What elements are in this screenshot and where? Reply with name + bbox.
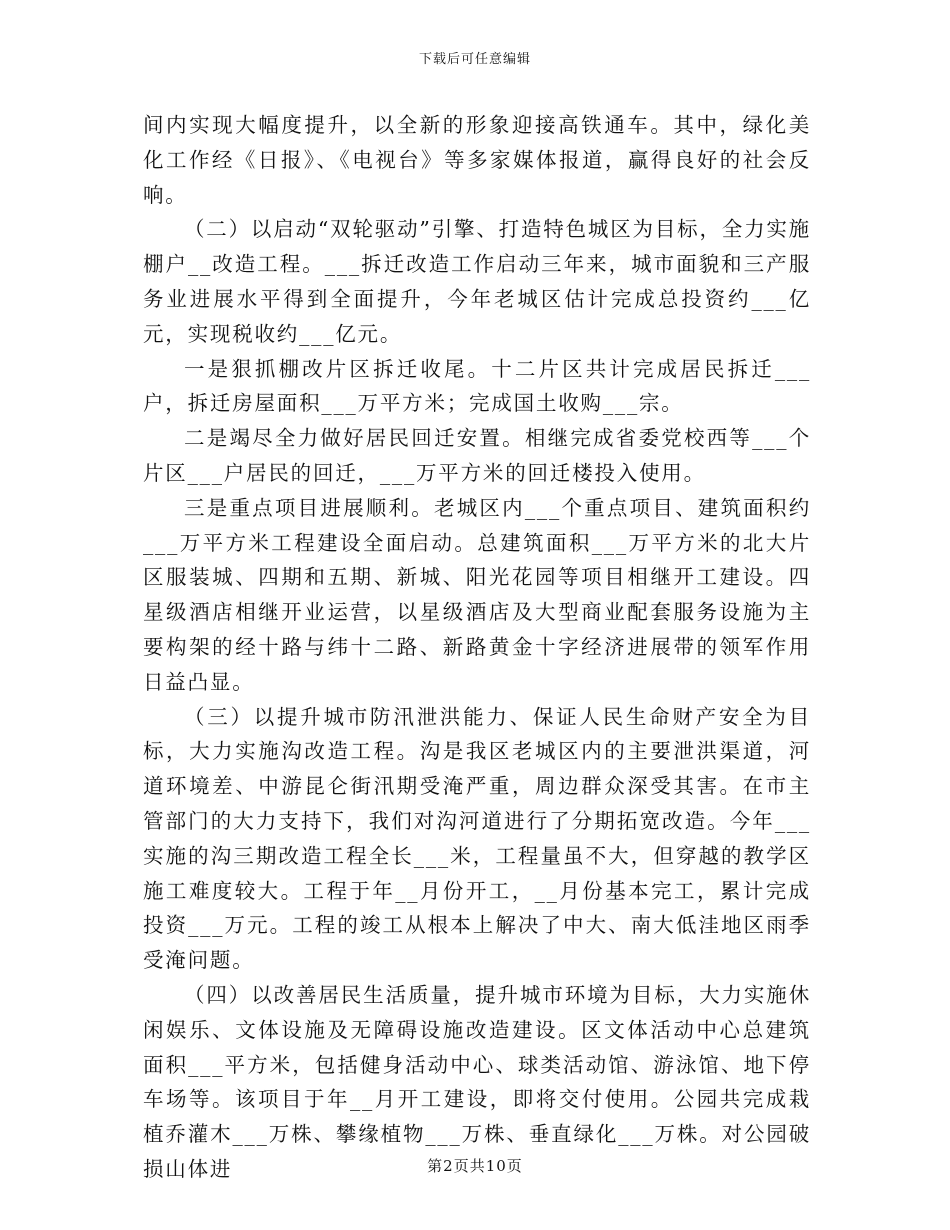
paragraph-section-4: （四）以改善居民生活质量，提升城市环境为目标，大力实施休闲娱乐、文体设施及无障碍设施改造建设。区文体活动中心总建筑面积___平方米，包括健身活动中心、球类活动馆、游泳馆、地下停车场等。该项目于年__月开工建设，即将交付使用。公园共完成栽植乔灌木___万株、攀缘植物___万株、垂直绿化___万株。对公园破损山体进 xyxy=(143,982,811,1181)
page-number: 第2页共10页 xyxy=(427,1157,523,1175)
paragraph-item-2: 二是竭尽全力做好居民回迁安置。相继完成省委党校西等___个片区___户居民的回迁，___万平方米的回迁楼投入使用。 xyxy=(143,426,811,485)
paragraph-item-3: 三是重点项目进展顺利。老城区内___个重点项目、建筑面积约___万平方米工程建设全面启动。总建筑面积___万平方米的北大片区服装城、四期和五期、新城、阳光花园等项目相继开工建设。四星级酒店相继开业运营，以星级酒店及大型商业配套服务设施为主要构架的经十路与纬十二路、新路黄金十字经济进展带的领军作用日益凸显。 xyxy=(143,495,811,694)
document-body xyxy=(143,108,811,1187)
page-header: 下载后可任意编辑 xyxy=(418,52,531,67)
paragraph-item-1: 一是狠抓棚改片区拆迁收尾。十二片区共计完成居民拆迁___户，拆迁房屋面积___万平方米；完成国土收购___宗。 xyxy=(143,356,811,416)
paragraph-continuation: 间内实现大幅度提升，以全新的形象迎接高铁通车。其中，绿化美化工作经《日报》、《电视台》等多家媒体报道，赢得良好的社会反响。 xyxy=(143,113,811,207)
paragraph-section-3: （三）以提升城市防汛泄洪能力、保证人民生命财产安全为目标，大力实施沟改造工程。沟是我区老城区内的主要泄洪渠道，河道环境差、中游昆仑街汛期受淹严重，周边群众深受其害。在市主管部门的大力支持下，我们对沟河道进行了分期拓宽改造。今年___实施的沟三期改造工程全长___米，工程量虽不大，但穿越的教学区施工难度较大。工程于年__月份开工，__月份基本完工，累计完成投资___万元。工程的竣工从根本上解决了中大、南大低洼地区雨季受淹问题。 xyxy=(143,704,811,973)
paragraph-section-2: （二）以启动“双轮驱动”引擎、打造特色城区为目标，全力实施棚户__改造工程。___拆迁改造工作启动三年来，城市面貌和三产服务业进展水平得到全面提升，今年老城区估计完成总投资约___亿元，实现税收约___亿元。 xyxy=(143,217,811,346)
